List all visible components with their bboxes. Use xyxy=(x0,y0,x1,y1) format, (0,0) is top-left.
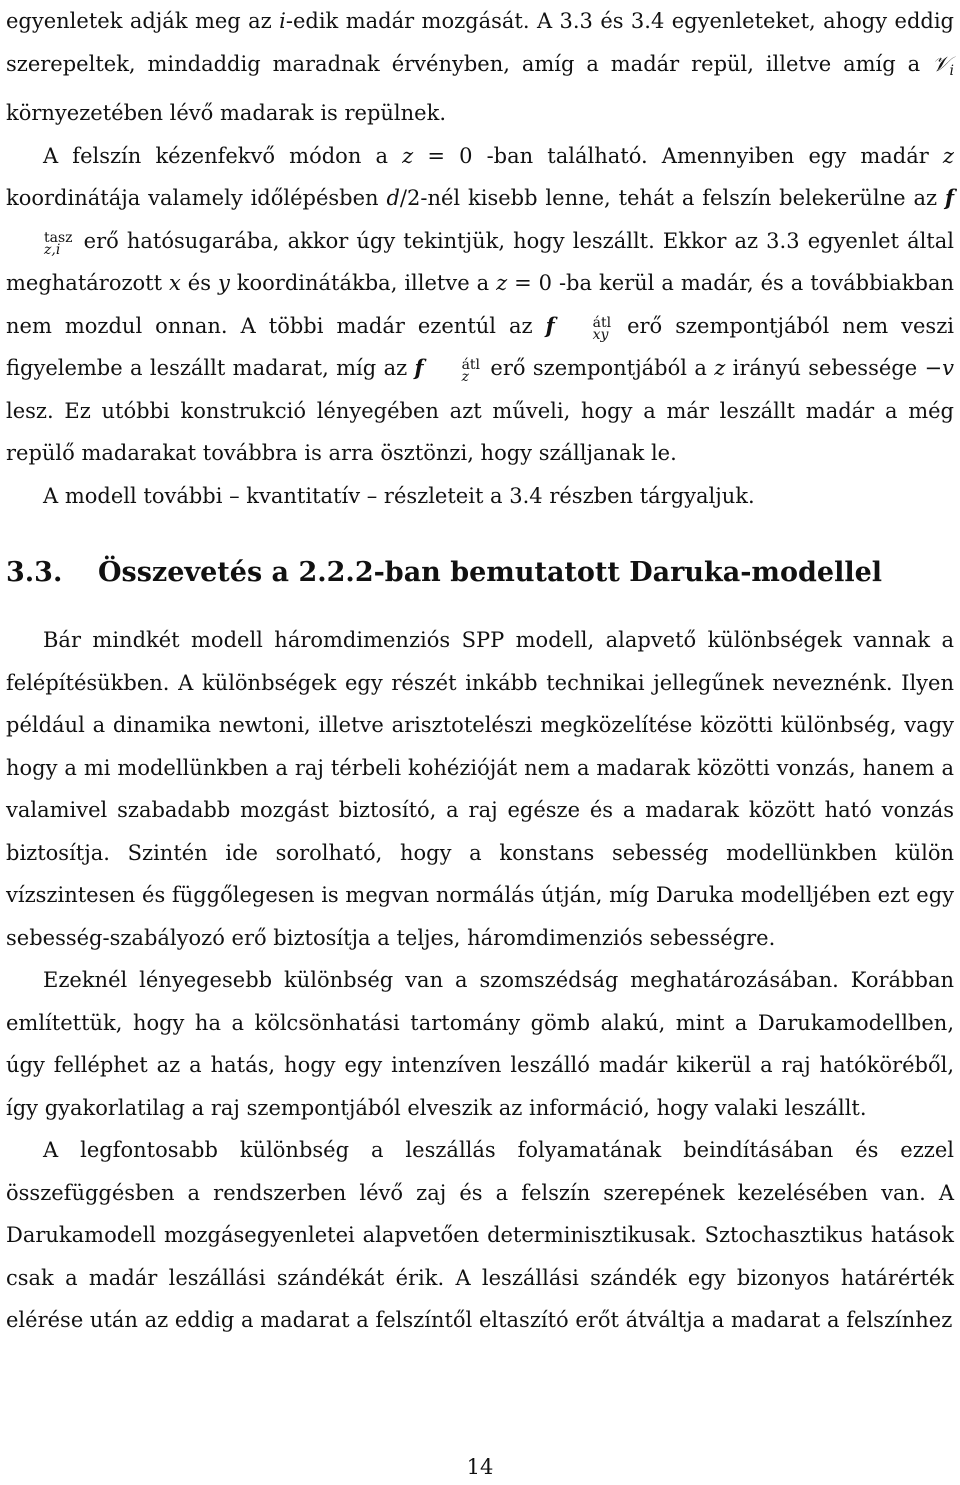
math-var: i xyxy=(279,9,286,33)
math-scripts xyxy=(7,229,73,258)
section-title: Összevetés a 2.2.2-ban bemutatott Daruka-modellel xyxy=(98,557,883,588)
math-scripts xyxy=(556,314,612,343)
section-heading xyxy=(6,556,954,590)
math-var: v xyxy=(942,356,954,380)
text-run: és xyxy=(180,271,218,295)
math-subscript: xy xyxy=(592,326,609,343)
page-number: 14 xyxy=(466,1455,494,1479)
text-run: koordinátája valamely időlépésben xyxy=(6,186,387,210)
text-run: irányú sebessége − xyxy=(725,356,943,380)
text-run: -edik madár mozgását. A 3.3 és 3.4 egyenleteket, ahogy eddig szerepeltek, mindaddig maradnak érvényben, amíg a madár repül, illetve amíg a xyxy=(6,9,954,76)
text-run: = 0 -ban található. Amennyiben egy madár xyxy=(413,143,943,168)
math-superscript: tasz xyxy=(44,229,73,246)
math-var: 𝒱 xyxy=(932,51,950,76)
math-subscript: z,i xyxy=(44,241,61,258)
force-vector: f xyxy=(545,312,555,338)
text-run: erő szempontjából nem veszi figyelembe a leszállt madarat, míg az xyxy=(6,313,954,380)
force-vector: f xyxy=(414,355,424,380)
text-run: lesz. Ez utóbbi konstrukció lényegében azt műveli, hogy a már leszállt madár a még repülő madarakat továbbra is arra ösztönzi, hogy szálljanak le. xyxy=(6,398,954,465)
document-page xyxy=(6,0,954,1342)
details-paragraph: A modell további – kvantitatív – részleteit a 3.4 részben tárgyaljuk. xyxy=(43,483,755,508)
neighborhood-paragraph: Ezeknél lényegesebb különbség van a szomszédság meghatározásában. Korábban említettük, hogy ha a kölcsönhatási tartomány gömb alakú, mint a Darukamodellben, úgy felléphet az a hatás, hogy egy intenzíven leszálló madár kikerül a raj hatóköréből, így gyakorlatilag a raj szempontjából elveszik az információ, hogy valaki leszállt. xyxy=(6,968,954,1120)
text-run: = 0 -ba kerül a madár, és a továbbiakban nem mozdul onnan. A többi madár ezentúl az xyxy=(6,271,955,338)
text-run: környezetében lévő madarak is repülnek. xyxy=(6,101,447,125)
math-var: x xyxy=(169,271,181,295)
text-run: /2-nél kisebb lenne, tehát a felszín belekerülne az xyxy=(399,186,945,210)
text-run: egyenletek adják meg az xyxy=(6,9,280,33)
force-vector: f xyxy=(944,185,954,210)
math-subscript: i xyxy=(949,62,954,79)
text-run: A felszín kézenfekvő módon a xyxy=(43,143,403,168)
math-superscript: átl xyxy=(461,357,481,373)
math-superscript: átl xyxy=(592,314,612,331)
math-scripts xyxy=(425,359,480,383)
math-var: z xyxy=(496,271,508,295)
math-subscript: z xyxy=(461,369,469,385)
text-run: koordinátákba, illetve a xyxy=(229,271,497,295)
text-run: erő hatósugarába, akkor úgy tekintjük, hogy leszállt. Ekkor az 3.3 egyenlet által meghatározott xyxy=(6,228,954,295)
intro-paragraph xyxy=(6,0,954,135)
comparison-paragraph: Bár mindkét modell háromdimenziós SPP modell, alapvető különbségek vannak a felépítésükben. A különbségek egy részét inkább technikai jellegűnek neveznénk. Ilyen például a dinamika newtoni, illetve arisztotelészi megközelítése közötti különbség, vagy hogy a mi modellünkben a raj térbeli kohézióját nem a madarak közötti vonzás, hanem a valamivel szabadabb mozgást biztosító, a raj egésze és a madarak között ható vonzás biztosítja. Szintén ide sorolható, hogy a konstans sebesség modellünkben külön vízszintesen és függőlegesen is megvan normálás útján, míg Daruka modelljében ezt egy sebesség-szabályozó erő biztosítja a teljes, háromdimenziós sebességre. xyxy=(6,628,954,950)
math-var: z xyxy=(402,143,414,168)
section-number: 3.3. xyxy=(6,557,63,588)
text-run: erő szempontjából a xyxy=(483,356,715,380)
math-var: y xyxy=(217,271,230,295)
math-var: z xyxy=(714,356,726,380)
math-var: z xyxy=(942,143,954,168)
math-var: d xyxy=(386,186,400,210)
landing-paragraph xyxy=(6,135,954,475)
landing-initiation-paragraph: A legfontosabb különbség a leszállás folyamatának beindításában és ezzel összefüggésben a rendszerben lévő zaj és a felszín szerepének kezelésében van. A Darukamodell mozgásegyenletei alapvetően determinisztikusak. Sztochasztikus hatások csak a madár leszállási szándékát érik. A leszállási szándék egy bizonyos határérték elérése után az eddig a madarat a felszíntől eltaszító erőt átváltja a madarat a felszínhez xyxy=(6,1138,954,1332)
